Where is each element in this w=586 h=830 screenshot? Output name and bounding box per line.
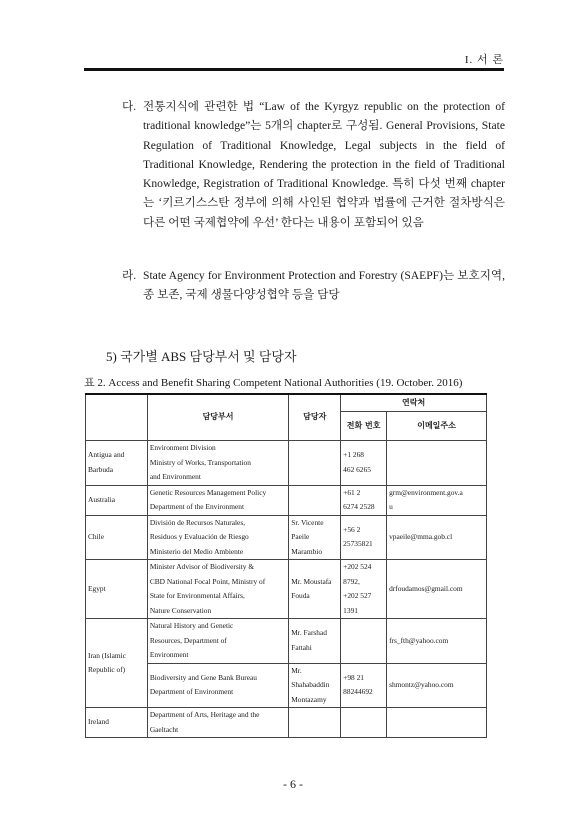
cell-email [387, 441, 487, 486]
cell-phone [341, 515, 387, 560]
chapter-label: I. 서 론 [464, 54, 504, 66]
cell-line: Republic of) [88, 665, 126, 674]
cell-line: +1 268 [343, 450, 364, 460]
cell-phone [341, 619, 387, 664]
cell-phone [341, 663, 387, 708]
cell-line: Chile [88, 532, 105, 541]
cell-line: 462 6265 [343, 464, 371, 474]
cell-email [387, 663, 487, 708]
cell-department [147, 560, 288, 619]
cell-line: +61 2 [343, 487, 361, 497]
cell-line: Australia [88, 494, 116, 504]
cell-phone [341, 560, 387, 619]
header-person: 담당자 [289, 394, 341, 441]
table-row [86, 485, 487, 515]
cell-email [387, 515, 487, 560]
cell-line: Ministerio del Medio Ambiente [149, 546, 244, 556]
cell-line: Mr. [291, 665, 302, 675]
cell-line: 25735821 [343, 539, 373, 549]
cell-line: Mr. Moustafa [291, 576, 332, 586]
cell-department [147, 441, 288, 486]
header-rule [84, 68, 504, 71]
cell-person [289, 619, 341, 664]
cell-person [289, 708, 341, 738]
cell-line: Gaeltacht [149, 724, 179, 734]
cell-line: drfoudamos@gmail.com [389, 583, 463, 593]
table-row [86, 560, 487, 619]
table-row [86, 441, 487, 486]
cell-line: +202 527 [343, 591, 372, 600]
cell-department [147, 708, 288, 738]
cell-line: Iran (Islamic [88, 650, 126, 660]
table-caption: 표 2. Access and Benefit Sharing Competent National Authorities (19. October. 2016) [84, 377, 463, 389]
cell-line: grm@environment.gov.a [389, 487, 463, 497]
cell-line: +56 2 [343, 524, 361, 534]
paragraph-da [122, 97, 505, 232]
cell-line: u [389, 502, 393, 511]
cell-country [86, 619, 148, 708]
cell-person [289, 441, 341, 486]
cell-line: Genetic Resources Management Policy [149, 487, 267, 497]
cell-line: Paeile [291, 532, 310, 541]
cell-line: Department of the Environment [149, 502, 245, 511]
page-number: - 6 - [283, 777, 303, 791]
cell-line: Fouda [291, 591, 310, 600]
cell-email [387, 485, 487, 515]
table-row [86, 708, 487, 738]
cell-line: Environment [149, 650, 189, 659]
cell-phone [341, 485, 387, 515]
paragraph-text: 전통지식에 관련한 법 “Law of the Kyrgyz republic on the protection of traditional knowledge”는 5개의 chapter로 구성됨. General Provisions, State Regulation of Traditional Knowledge, Legal subjects in the field of Traditional Knowledge, Rendering the protection in the field of Traditional Knowledge, Registration of Traditional Knowledge. 특히 다섯 번째 chapter는 ‘키르기스스탄 정부에 의해 사인된 협약과 법률에 근거한 절차방식은 다른 어떤 국제협약에 우선’ 한다는 내용이 포함되어 있음 [143, 100, 505, 229]
cell-line: Residuos y Evaluación de Riesgo [149, 532, 249, 541]
abs-authorities-table [85, 393, 487, 738]
cell-line: Biodiversity and Gene Bank Bureau [149, 672, 257, 682]
cell-line: Department of Environment [149, 687, 234, 697]
cell-country [86, 515, 148, 560]
cell-line: frs_fth@yahoo.com [389, 635, 449, 645]
cell-line: Natural History and Genetic [149, 621, 234, 630]
cell-person [289, 560, 341, 619]
cell-line: 8792, [343, 576, 360, 586]
cell-line: Marambio [291, 546, 323, 556]
cell-line: CBD National Focal Point, Ministry of [149, 576, 266, 586]
cell-phone [341, 441, 387, 486]
cell-line: Antigua and [88, 450, 125, 460]
cell-department [147, 515, 288, 560]
cell-line: vpaeile@mma.gob.cl [389, 532, 453, 541]
cell-line: Egypt [88, 583, 106, 593]
cell-line: and Environment [149, 472, 201, 481]
cell-line: Ministry of Works, Transportation [149, 457, 251, 467]
cell-line: State for Environmental Affairs, [149, 591, 245, 600]
cell-line: Shahabaddin [291, 680, 330, 689]
cell-line: Mr. Farshad [291, 628, 327, 638]
cell-country [86, 441, 148, 486]
cell-line: Montazamy [291, 694, 327, 704]
cell-line: 1391 [343, 605, 358, 615]
table-row [86, 515, 487, 560]
cell-line: Fattahi [291, 642, 312, 652]
header-phone: 전화 번호 [341, 412, 387, 441]
cell-person [289, 485, 341, 515]
cell-person [289, 663, 341, 708]
cell-line: Ireland [88, 717, 109, 727]
cell-line: +98 21 [343, 672, 364, 682]
cell-line: Environment Division [149, 443, 216, 452]
header-contact: 연락처 [341, 394, 487, 412]
cell-person [289, 515, 341, 560]
cell-department [147, 663, 288, 708]
cell-email [387, 708, 487, 738]
cell-line: shmontz@yahoo.com [389, 680, 454, 689]
header-country [86, 394, 148, 441]
cell-country [86, 560, 148, 619]
cell-line: 6274 2528 [343, 502, 375, 511]
cell-department [147, 485, 288, 515]
cell-line: Nature Conservation [149, 605, 212, 615]
cell-email [387, 619, 487, 664]
paragraph-marker: 다. [122, 100, 137, 113]
cell-line: Resources, Department of [149, 635, 227, 645]
table-row [86, 619, 487, 664]
paragraph-ra [122, 266, 505, 305]
cell-line: 88244692 [343, 687, 373, 697]
paragraph-marker: 라. [122, 269, 137, 282]
header-department: 담당부서 [147, 394, 288, 441]
section-heading: 5) 국가별 ABS 담당부서 및 담당자 [106, 349, 297, 364]
cell-line: Department of Arts, Heritage and the [149, 710, 260, 719]
paragraph-text: State Agency for Environment Protection and Forestry (SAEPF)는 보호지역, 종 보존, 국제 생물다양성협약 등을 담당 [143, 269, 505, 302]
cell-email [387, 560, 487, 619]
cell-country [86, 485, 148, 515]
cell-line: Sr. Vicente [291, 517, 324, 527]
cell-phone [341, 708, 387, 738]
header-email: 이메일주소 [387, 412, 487, 441]
cell-line: Barbuda [88, 464, 114, 474]
cell-line: +202 524 [343, 562, 372, 571]
cell-country [86, 708, 148, 738]
cell-department [147, 619, 288, 664]
cell-line: División de Recursos Naturales, [149, 517, 246, 527]
cell-line: Minister Advisor of Biodiversity & [149, 562, 255, 571]
